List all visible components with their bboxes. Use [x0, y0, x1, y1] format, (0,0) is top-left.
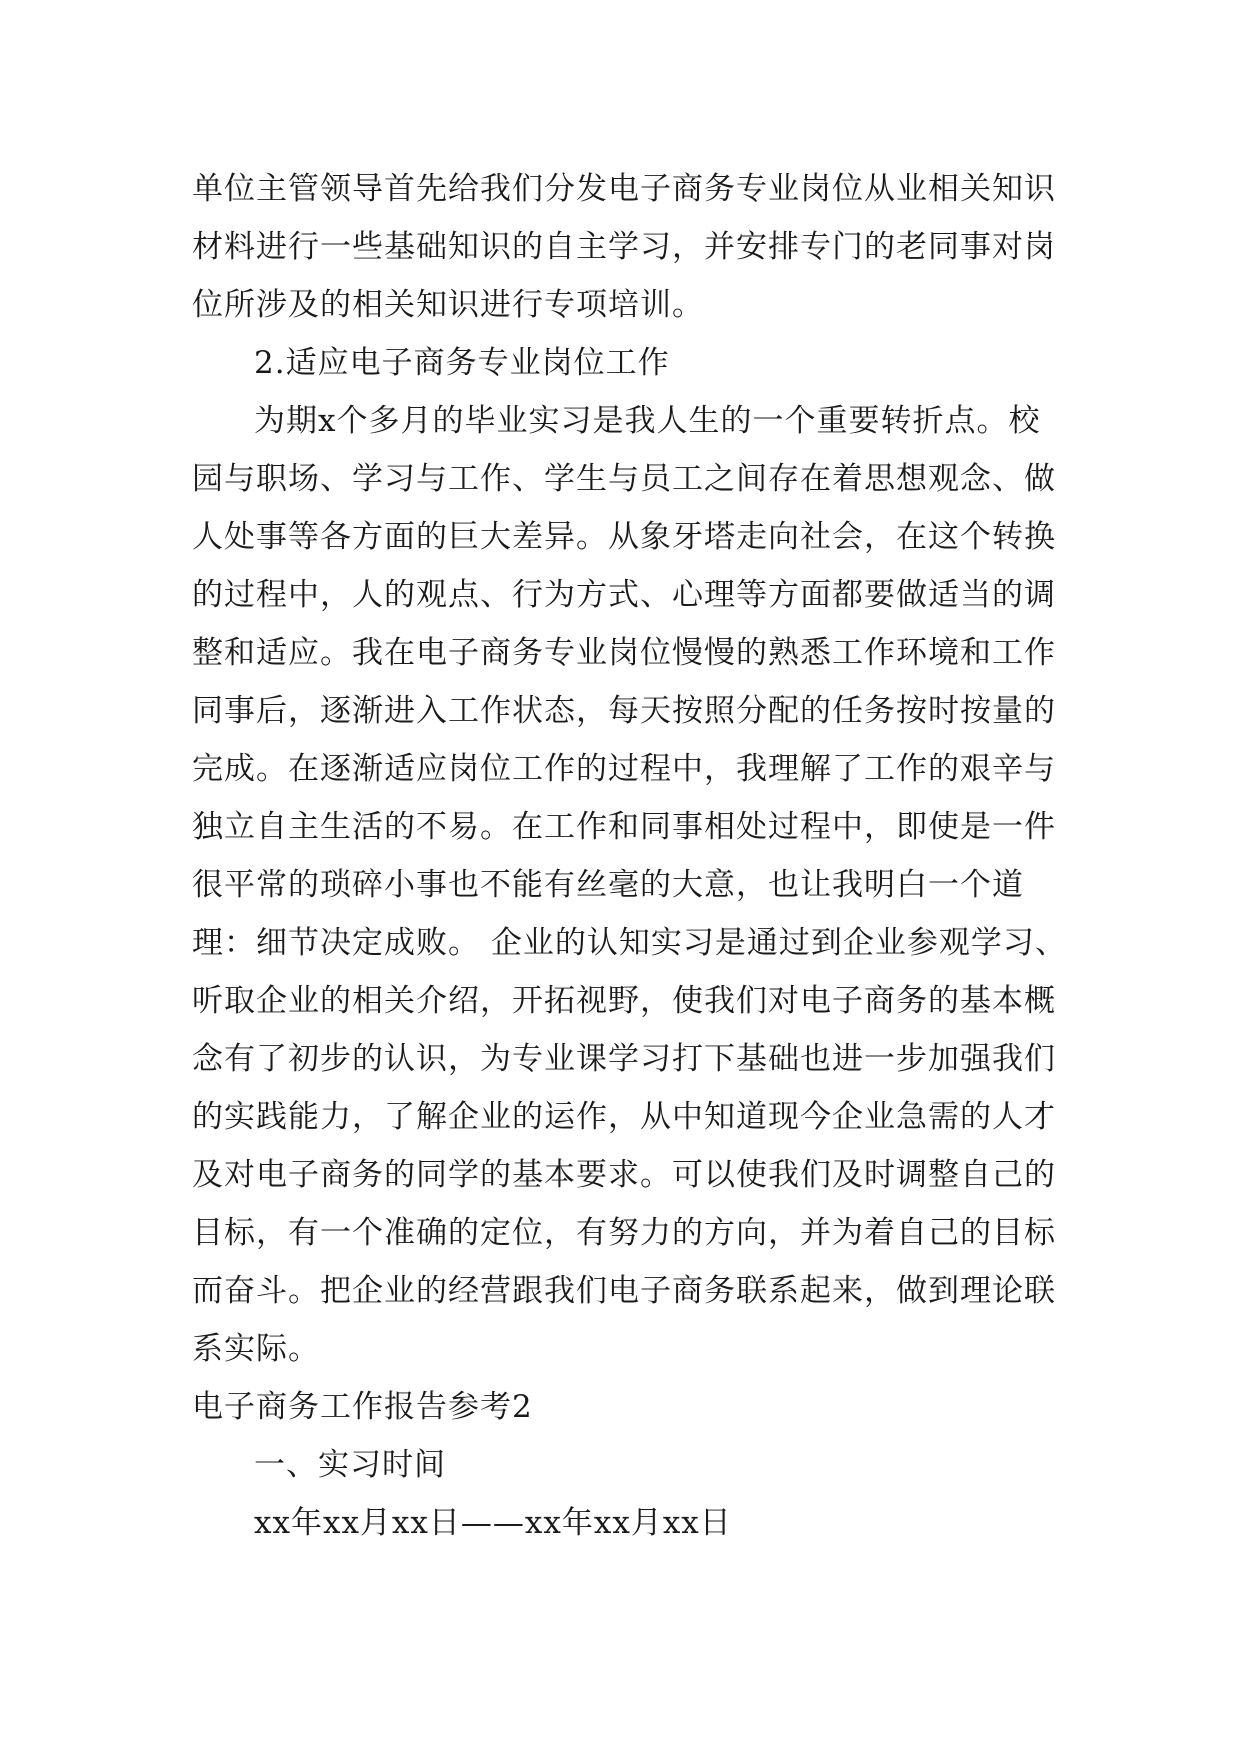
section-heading-adapt: 2.适应电子商务专业岗位工作	[254, 345, 670, 381]
internship-date-range: xx年xx月xx日——xx年xx月xx日	[254, 1505, 732, 1541]
document-body	[192, 160, 1072, 1552]
report-title: 电子商务工作报告参考2	[192, 1389, 533, 1425]
paragraph-training: 单位主管领导首先给我们分发电子商务专业岗位从业相关知识材料进行一些基础知识的自主学习，并安排专门的老同事对岗位所涉及的相关知识进行专项培训。	[192, 171, 1056, 323]
section-heading-time: 一、实习时间	[254, 1447, 446, 1483]
paragraph-internship-experience: 为期x个多月的毕业实习是我人生的一个重要转折点。校园与职场、学习与工作、学生与员工之间存在着思想观念、做人处事等各方面的巨大差异。从象牙塔走向社会，在这个转换的过程中，人的观点、行为方式、心理等方面都要做适当的调整和适应。我在电子商务专业岗位慢慢的熟悉工作环境和工作同事后，逐渐进入工作状态，每天按照分配的任务按时按量的完成。在逐渐适应岗位工作的过程中，我理解了工作的艰辛与独立自主生活的不易。在工作和同事相处过程中，即使是一件很平常的琐碎小事也不能有丝毫的大意，也让我明白一个道理：细节决定成败。 企业的认知实习是通过到企业参观学习、听取企业的相关介绍，开拓视野，使我们对电子商务的基本概念有了初步的认识，为专业课学习打下基础也进一步加强我们的实践能力，了解企业的运作，从中知道现今企业急需的人才及对电子商务的同学的基本要求。可以使我们及时调整自己的目标，有一个准确的定位，有努力的方向，并为着自己的目标而奋斗。把企业的经营跟我们电子商务联系起来，做到理论联系实际。	[192, 403, 1067, 1367]
